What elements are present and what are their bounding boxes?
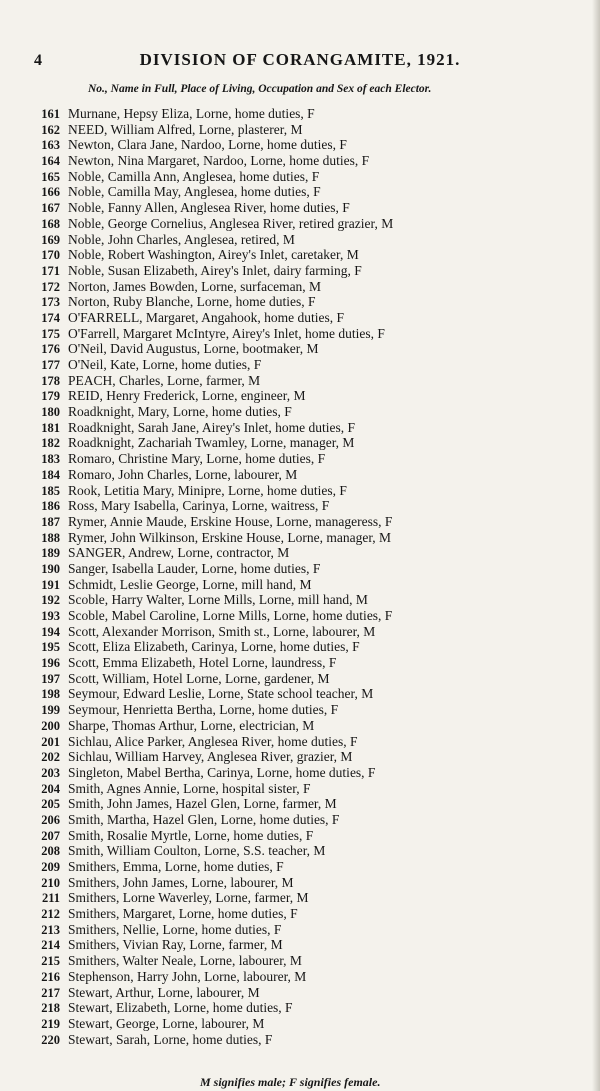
elector-number: 209 — [41, 860, 60, 874]
elector-entry: Scott, Emma Elizabeth, Hotel Lorne, laundress, F — [68, 655, 337, 671]
elector-number: 205 — [41, 797, 60, 812]
elector-number: 200 — [41, 718, 60, 733]
elector-number: 192 — [41, 593, 60, 608]
elector-row — [0, 561, 600, 577]
elector-entry: Smithers, John James, Lorne, labourer, M — [68, 874, 294, 890]
elector-row — [0, 718, 600, 734]
elector-row — [0, 310, 600, 326]
elector-number: 183 — [41, 452, 60, 467]
elector-entry: Romaro, John Charles, Lorne, labourer, M — [68, 466, 298, 482]
elector-row — [0, 906, 600, 922]
elector-row — [0, 279, 600, 295]
elector-row — [0, 514, 600, 530]
elector-entry: Smithers, Lorne Waverley, Lorne, farmer, M — [68, 890, 309, 906]
elector-number: 178 — [41, 373, 60, 388]
elector-number: 218 — [41, 1001, 60, 1016]
elector-number: 210 — [41, 875, 60, 890]
elector-number: 176 — [41, 342, 60, 357]
elector-entry: Smith, William Coulton, Lorne, S.S. teacher, M — [68, 843, 326, 859]
elector-number: 206 — [41, 812, 60, 827]
elector-number: 217 — [41, 985, 60, 1000]
elector-row — [0, 953, 600, 969]
elector-entry: Smithers, Emma, Lorne, home duties, F — [68, 859, 284, 874]
elector-row — [0, 106, 600, 122]
elector-row — [0, 655, 600, 671]
elector-number: 168 — [41, 216, 60, 231]
elector-number: 204 — [41, 781, 60, 796]
elector-number: 179 — [41, 389, 60, 404]
elector-entry: Sanger, Isabella Lauder, Lorne, home duties, F — [68, 560, 321, 576]
elector-entry: Stewart, Arthur, Lorne, labourer, M — [68, 984, 260, 1000]
elector-number: 187 — [41, 514, 60, 529]
elector-row — [0, 890, 600, 906]
elector-entry: Smith, John James, Hazel Glen, Lorne, farmer, M — [68, 796, 337, 812]
elector-entry: Smithers, Nellie, Lorne, home duties, F — [68, 921, 282, 937]
elector-number: 190 — [41, 561, 60, 576]
elector-row — [0, 781, 600, 797]
elector-number: 167 — [41, 201, 60, 216]
elector-entry: REID, Henry Frederick, Lorne, engineer, M — [68, 388, 306, 404]
elector-row — [0, 216, 600, 232]
elector-row — [0, 341, 600, 357]
elector-row — [0, 373, 600, 389]
elector-row — [0, 435, 600, 451]
elector-entry: Smithers, Margaret, Lorne, home duties, F — [68, 906, 298, 922]
elector-number: 202 — [41, 750, 60, 765]
elector-entry: Stewart, Sarah, Lorne, home duties, F — [68, 1031, 273, 1047]
elector-number: 161 — [41, 107, 60, 121]
elector-entry: Smith, Rosalie Myrtle, Lorne, home duties, F — [68, 827, 314, 843]
elector-entry: Scott, Eliza Elizabeth, Carinya, Lorne, home duties, F — [68, 639, 360, 655]
elector-row — [0, 326, 600, 342]
elector-entry: Roadknight, Zachariah Twamley, Lorne, manager, M — [68, 435, 355, 451]
elector-row — [0, 545, 600, 561]
elector-entry: Seymour, Edward Leslie, Lorne, State school teacher, M — [68, 686, 374, 702]
elector-entry: O'Farrell, Margaret McIntyre, Airey's Inlet, home duties, F — [68, 325, 385, 341]
elector-row — [0, 702, 600, 718]
elector-number: 189 — [41, 546, 60, 561]
elector-row — [0, 859, 600, 875]
elector-number: 169 — [41, 232, 60, 247]
elector-row — [0, 530, 600, 546]
elector-number: 170 — [41, 248, 60, 263]
elector-row — [0, 671, 600, 687]
elector-entry: Noble, John Charles, Anglesea, retired, M — [68, 231, 295, 247]
elector-number: 197 — [41, 671, 60, 686]
elector-entry: Schmidt, Leslie George, Lorne, mill hand, M — [68, 576, 312, 592]
elector-row — [0, 624, 600, 640]
elector-row — [0, 169, 600, 185]
elector-row — [0, 828, 600, 844]
elector-number: 213 — [41, 922, 60, 937]
elector-number: 181 — [41, 420, 60, 435]
elector-row — [0, 812, 600, 828]
elector-row — [0, 1016, 600, 1032]
page-edge-shadow — [592, 0, 600, 1091]
elector-number: 182 — [41, 436, 60, 451]
elector-entry: Rook, Letitia Mary, Minipre, Lorne, home duties, F — [68, 482, 347, 498]
elector-row — [0, 122, 600, 138]
elector-entry: Singleton, Mabel Bertha, Carinya, Lorne, home duties, F — [68, 764, 376, 780]
elector-row — [0, 1000, 600, 1016]
elector-row — [0, 263, 600, 279]
elector-row — [0, 639, 600, 655]
elector-number: 216 — [41, 969, 60, 984]
elector-entry: Scott, Alexander Morrison, Smith st., Lorne, labourer, M — [68, 623, 376, 639]
elector-number: 198 — [41, 687, 60, 702]
elector-row — [0, 875, 600, 891]
elector-entry: Newton, Clara Jane, Nardoo, Lorne, home duties, F — [68, 137, 347, 153]
elector-entry: O'Neil, David Augustus, Lorne, bootmaker, M — [68, 341, 319, 357]
elector-number: 185 — [41, 483, 60, 498]
elector-number: 164 — [41, 154, 60, 169]
elector-entry: Norton, James Bowden, Lorne, surfaceman, M — [68, 278, 322, 294]
elector-row — [0, 937, 600, 953]
elector-entry: Scoble, Harry Walter, Lorne Mills, Lorne, mill hand, M — [68, 592, 368, 608]
elector-row — [0, 765, 600, 781]
elector-number: 165 — [41, 169, 60, 184]
elector-row — [0, 498, 600, 514]
elector-entry: Sichlau, Alice Parker, Anglesea River, home duties, F — [68, 733, 358, 749]
elector-number: 188 — [41, 530, 60, 545]
elector-row — [0, 608, 600, 624]
elector-row — [0, 467, 600, 483]
elector-row — [0, 388, 600, 404]
elector-entry: Ross, Mary Isabella, Carinya, Lorne, waitress, F — [68, 498, 330, 514]
elector-entry: O'FARRELL, Margaret, Angahook, home duties, F — [68, 309, 345, 325]
elector-number: 171 — [41, 263, 60, 278]
elector-row — [0, 404, 600, 420]
elector-number: 177 — [41, 358, 60, 372]
elector-entry: SANGER, Andrew, Lorne, contractor, M — [68, 545, 290, 561]
elector-entry: Norton, Ruby Blanche, Lorne, home duties, F — [68, 294, 316, 310]
elector-entry: Smith, Agnes Annie, Lorne, hospital sister, F — [68, 780, 311, 796]
elector-number: 211 — [41, 891, 60, 906]
elector-entry: O'Neil, Kate, Lorne, home duties, F — [68, 357, 262, 372]
elector-number: 195 — [41, 640, 60, 655]
elector-entry: NEED, William Alfred, Lorne, plasterer, M — [68, 121, 303, 137]
elector-entry: Roadknight, Mary, Lorne, home duties, F — [68, 404, 292, 420]
elector-row — [0, 796, 600, 812]
elector-number: 173 — [41, 295, 60, 310]
elector-number: 214 — [41, 938, 60, 953]
elector-number: 215 — [41, 954, 60, 969]
elector-number: 180 — [41, 405, 60, 420]
elector-row — [0, 843, 600, 859]
elector-row — [0, 247, 600, 263]
elector-number: 194 — [41, 624, 60, 639]
elector-row — [0, 232, 600, 248]
page-title: DIVISION OF CORANGAMITE, 1921. — [139, 50, 461, 69]
elector-number: 166 — [41, 185, 60, 200]
elector-row — [0, 200, 600, 216]
elector-entry: Smith, Martha, Hazel Glen, Lorne, home duties, F — [68, 811, 340, 827]
elector-number: 208 — [41, 844, 60, 859]
elector-number: 163 — [41, 138, 60, 153]
elector-row — [0, 153, 600, 169]
page-number: 4 — [34, 52, 42, 69]
sex-legend: M signifies male; F signifies female. — [200, 1075, 381, 1089]
elector-row — [0, 294, 600, 310]
elector-entry: Roadknight, Sarah Jane, Airey's Inlet, home duties, F — [68, 419, 356, 435]
elector-entry: Scott, William, Hotel Lorne, Lorne, gardener, M — [68, 670, 330, 686]
elector-row — [0, 184, 600, 200]
elector-entry: Murnane, Hepsy Eliza, Lorne, home duties, F — [68, 106, 315, 121]
elector-entry: Sichlau, William Harvey, Anglesea River, grazier, M — [68, 749, 353, 765]
elector-entry: Noble, Camilla Ann, Anglesea, home duties, F — [68, 168, 320, 184]
elector-entry: Stewart, George, Lorne, labourer, M — [68, 1015, 265, 1031]
elector-row — [0, 985, 600, 1001]
elector-row — [0, 734, 600, 750]
elector-number: 203 — [41, 765, 60, 780]
elector-entry: Scoble, Mabel Caroline, Lorne Mills, Lorne, home duties, F — [68, 608, 393, 623]
elector-number: 186 — [41, 499, 60, 514]
elector-row — [0, 749, 600, 765]
elector-row — [0, 922, 600, 938]
elector-row — [0, 686, 600, 702]
elector-entry: Stephenson, Harry John, Lorne, labourer, M — [68, 968, 307, 984]
elector-entry: Noble, Fanny Allen, Anglesea River, home duties, F — [68, 200, 350, 216]
elector-row — [0, 592, 600, 608]
elector-entry: Noble, Robert Washington, Airey's Inlet, caretaker, M — [68, 247, 359, 263]
elector-row — [0, 483, 600, 499]
elector-number: 199 — [41, 703, 60, 718]
elector-row — [0, 357, 600, 373]
elector-number: 191 — [41, 577, 60, 592]
elector-entry: Rymer, Annie Maude, Erskine House, Lorne, manageress, F — [68, 513, 393, 529]
column-description: No., Name in Full, Place of Living, Occupation and Sex of each Elector. — [88, 83, 432, 95]
elector-number: 212 — [41, 907, 60, 922]
elector-row — [0, 420, 600, 436]
elector-number: 162 — [41, 122, 60, 137]
elector-row — [0, 969, 600, 985]
elector-number: 172 — [41, 279, 60, 294]
elector-row — [0, 137, 600, 153]
elector-row — [0, 451, 600, 467]
elector-entry: Noble, Susan Elizabeth, Airey's Inlet, dairy farming, F — [68, 262, 362, 278]
elector-entry: Newton, Nina Margaret, Nardoo, Lorne, home duties, F — [68, 153, 370, 169]
elector-entry: Noble, Camilla May, Anglesea, home duties, F — [68, 184, 321, 200]
elector-entry: Noble, George Cornelius, Anglesea River, retired grazier, M — [68, 215, 394, 231]
elector-entry: Smithers, Vivian Ray, Lorne, farmer, M — [68, 937, 283, 953]
elector-entry: Rymer, John Wilkinson, Erskine House, Lorne, manager, M — [68, 529, 392, 545]
elector-number: 196 — [41, 656, 60, 671]
elector-number: 220 — [41, 1032, 60, 1047]
elector-number: 175 — [41, 326, 60, 341]
elector-list — [0, 106, 600, 1047]
elector-number: 207 — [41, 828, 60, 843]
elector-row — [0, 577, 600, 593]
elector-number: 174 — [41, 310, 60, 325]
elector-number: 219 — [41, 1016, 60, 1031]
elector-entry: Smithers, Walter Neale, Lorne, labourer, M — [68, 953, 302, 969]
elector-entry: Stewart, Elizabeth, Lorne, home duties, F — [68, 1000, 293, 1016]
elector-number: 184 — [41, 467, 60, 482]
elector-entry: Sharpe, Thomas Arthur, Lorne, electrician, M — [68, 717, 315, 733]
elector-number: 201 — [41, 734, 60, 749]
elector-row — [0, 1032, 600, 1048]
elector-entry: Seymour, Henrietta Bertha, Lorne, home duties, F — [68, 702, 339, 718]
elector-number: 193 — [41, 609, 60, 623]
elector-entry: PEACH, Charles, Lorne, farmer, M — [68, 372, 261, 388]
elector-entry: Romaro, Christine Mary, Lorne, home duties, F — [68, 451, 326, 467]
